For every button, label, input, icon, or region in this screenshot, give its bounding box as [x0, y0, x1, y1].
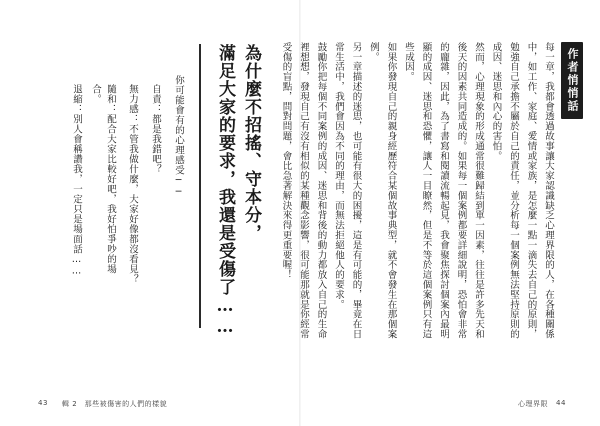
paragraph: 然而，心理現象的形成通常很難歸結到單一因素，往往是許多先天和後天的因素共同造成的。如果每一個案例都要詳細說明，恐怕會非常的龐雜，因此，為了書寫和閱讀流暢起見，我會聚焦探討個案內最明顯的成因、迷思和恐懼，讓人一目瞭然，但是不等於這個案例只有這些成因。 — [403, 42, 484, 339]
right-running-head: 心理界限 — [518, 400, 548, 408]
paragraph: 鼓勵你把每個不同案例的成因、迷思和背後的動力都放入自己的生命裡想想，發現自己有沒有相似的某種觀念影響，很可能那就是你經常受傷的盲點，問對問題，會比急著解決來得更重要喔！ — [280, 42, 327, 339]
title-line-2: 滿足大家的要求，我還是受傷了…… — [215, 44, 235, 338]
right-page-number: 44 — [556, 399, 566, 407]
paragraph: 每一章，我都會透過故事讓大家認識缺乏心理界限的人，在各種關係中，如工作、家庭、愛情或家族，是怎麼一點一滴失去自己的原則，勉強自己承擔不屬於自己的責任，並分析每一個案例無法堅持原則的成因、迷思和內心的害怕。 — [490, 42, 554, 339]
title-line-1: 為什麼不招搖、守本分， — [241, 44, 261, 242]
prompt-item-2: 無力感：不管我做什麼，大家好像都沒看見？ — [127, 84, 138, 284]
section-heading: 作者悄悄話 — [561, 42, 583, 119]
prompt-item-4: 退縮：別人會稱讚我，一定只是場面話…… — [71, 84, 82, 277]
paragraph: 另一章描述的迷思，也可能有很大的困擾，這是有可能的，畢竟在日常生活中，我們會因為不同的理由，而無法拒絕他人的要求。 — [333, 42, 362, 339]
chapter-title — [204, 44, 264, 344]
paragraph: 如果你發現自己的親身經歷符合某個故事典型，就不會發生在那個案例。 — [368, 42, 397, 339]
left-page-number: 43 — [38, 399, 48, 407]
body-text — [280, 42, 557, 342]
prompt-question: 你可能會有的心理感受── — [173, 75, 184, 198]
title-rule — [199, 44, 201, 328]
left-running-head: 輯 2 那些被傷害的人們的樣貌 — [62, 400, 168, 408]
prompt-item-1: 自責：都是我錯吧？ — [150, 84, 161, 174]
prompt-item-3: 隨和：配合大家比較好吧，我好怕爭吵的場合。 — [90, 84, 116, 274]
